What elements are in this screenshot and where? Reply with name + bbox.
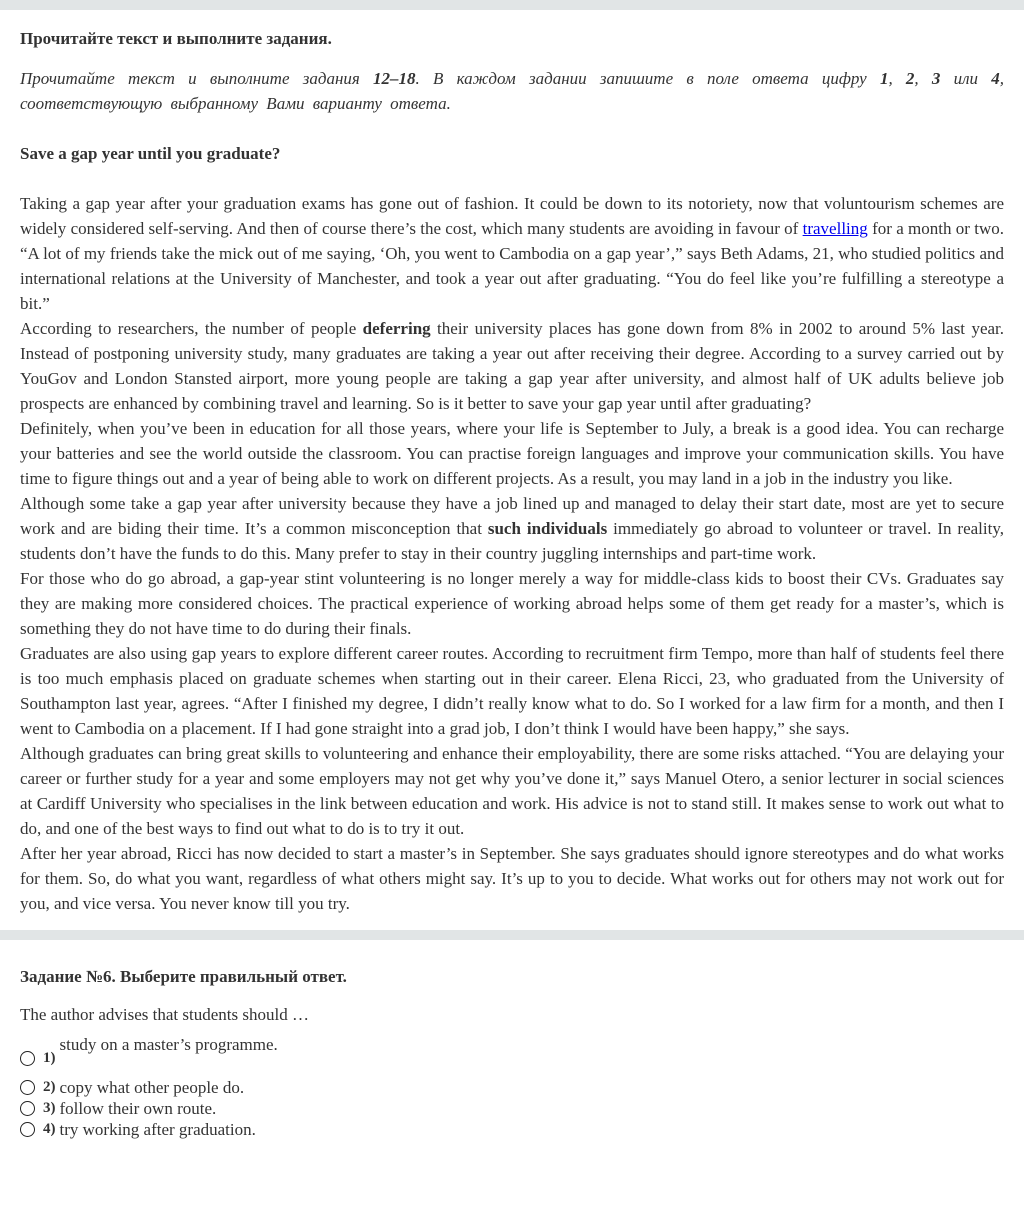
intro-text-2: . В каждом задании запишите в поле ответа цифру [415,69,880,88]
bold-phrase-such-individuals: such individuals [487,519,608,538]
option-text: follow their own route. [59,1099,217,1118]
travelling-link[interactable]: travelling [802,219,868,238]
option-number: 3) [43,1100,56,1116]
option-number: 2) [43,1079,56,1095]
top-separator [0,0,1024,10]
intro-digit-4: 4 [991,69,1000,88]
intro-text-3: , соответствующую выбранному Вами варианту ответа. [20,69,1005,113]
task-question: The author advises that students should … [20,1005,309,1024]
option-number: 1) [43,1050,56,1066]
intro-sep-1: , [888,69,906,88]
intro-digit-1: 1 [879,69,889,88]
option-text: try working after graduation. [59,1120,256,1139]
article-paragraph-1 [20,191,1004,316]
article-paragraph-6: Graduates are also using gap years to explore different career routes. According to recruitment firm Tempo, more than half of students feel there is too much emphasis placed on graduate schemes when starting out in their career. Elena Ricci, 23, who graduated from the University of Southampton last year, agrees. “After I finished my degree, I didn’t really know what to do. So I worked for a law firm for a month, and then I went to Cambodia on a placement. If I had gone straight into a grad job, I don’t think I would have been happy,” she says. [20,644,1004,738]
article-paragraph-5: For those who do go abroad, a gap-year stint volunteering is no longer merely a way for middle-class kids to boost their CVs. Graduates say they are making more considered choices. The practical experience of working abroad helps some of them get ready for a master’s, which is something they do not have time to do during their finals. [20,569,1004,638]
intro-text-1: Прочитайте текст и выполните задания [20,69,374,88]
paragraph-text: immediately go abroad to volunteer or travel. In reality, students don’t have the funds to do this. Many prefer to stay in their country juggling internships and part-time work. [20,519,1004,563]
task-section [0,940,1024,1140]
answer-option-3[interactable] [20,1098,1004,1119]
answer-option-4[interactable] [20,1119,1004,1140]
answer-option-1[interactable] [20,1035,1004,1069]
answer-option-2[interactable] [20,1077,1004,1098]
option-number: 4) [43,1121,56,1137]
paragraph-text: their university places has gone down from 8% in 2002 to around 5% last year. Instead of postponing university study, many graduates are taking a year out after receiving their degree. According to a survey carried out by YouGov and London Stansted airport, more young people are taking a gap year after university, and almost half of UK adults believe job prospects are enhanced by combining travel and learning. So is it better to save your gap year until after graduating? [20,319,1005,413]
section-separator [0,930,1024,940]
intro-digit-3: 3 [931,69,941,88]
intro-range: 12–18 [373,69,416,88]
intro-or: или [940,69,992,88]
instruction-text [20,66,1004,116]
article-paragraph-3: Definitely, when you’ve been in education for all those years, where your life is September to July, a break is a good idea. You can recharge your batteries and see the world outside the classroom. You can practise foreign languages and improve your communication skills. You have time to figure things out and a year of being able to work on different projects. As a result, you may land in a job in the industry you like. [20,419,1004,488]
article-body [20,191,1004,916]
radio-button-icon[interactable] [20,1122,35,1137]
option-text: study on a master’s programme. [59,1035,278,1054]
article-paragraph-7: Although graduates can bring great skills to volunteering and enhance their employability, there are some risks attached. “You are delaying your career or further study for a year and some employers may not get why you’ve done it,” says Manuel Otero, a senior lecturer in social sciences at Cardiff University who specialises in the link between education and work. His advice is not to stand still. It makes sense to work out what to do, and one of the best ways to find out what to do is to try it out. [20,744,1004,838]
article-paragraph-8: After her year abroad, Ricci has now decided to start a master’s in September. She says graduates should ignore stereotypes and do what works for them. So, do what you want, regardless of what others might say. It’s up to you to decide. What works out for others may not work out for you, and vice versa. You never know till you try. [20,844,1004,913]
article-paragraph-4 [20,491,1004,566]
paragraph-text: Taking a gap year after your graduation exams has gone out of fashion. It could be down to its notoriety, now that voluntourism schemes are widely considered self-serving. And then of course there’s the cost, which many students are avoiding in favour of [20,194,1004,238]
task-title: Задание №6. Выберите правильный ответ. [20,967,347,986]
radio-button-icon[interactable] [20,1080,35,1095]
intro-digit-2: 2 [905,69,915,88]
intro-sep-2: , [914,69,932,88]
instruction-title: Прочитайте текст и выполните задания. [20,29,332,48]
article-title: Save a gap year until you graduate? [20,144,281,163]
option-text: copy what other people do. [59,1078,245,1097]
paragraph-text: According to researchers, the number of people [20,319,363,338]
reading-section [0,10,1024,916]
radio-button-icon[interactable] [20,1101,35,1116]
bold-word-deferring: deferring [362,319,431,338]
article-paragraph-2 [20,316,1004,416]
answer-options [20,1035,1004,1140]
paragraph-text: Although some take a gap year after university because they have a job lined up and managed to delay their start date, most are yet to secure work and are biding their time. It’s a common misconception that [20,494,1004,538]
radio-button-icon[interactable] [20,1051,35,1066]
paragraph-text: for a month or two. “A lot of my friends take the mick out of me saying, ‘Oh, you went to Cambodia on a gap year’,” says Beth Adams, 21, who studied politics and international relations at the University of Manchester, and took a year out after graduating. “You do feel like you’re fulfilling a stereotype a bit.” [20,219,1004,313]
